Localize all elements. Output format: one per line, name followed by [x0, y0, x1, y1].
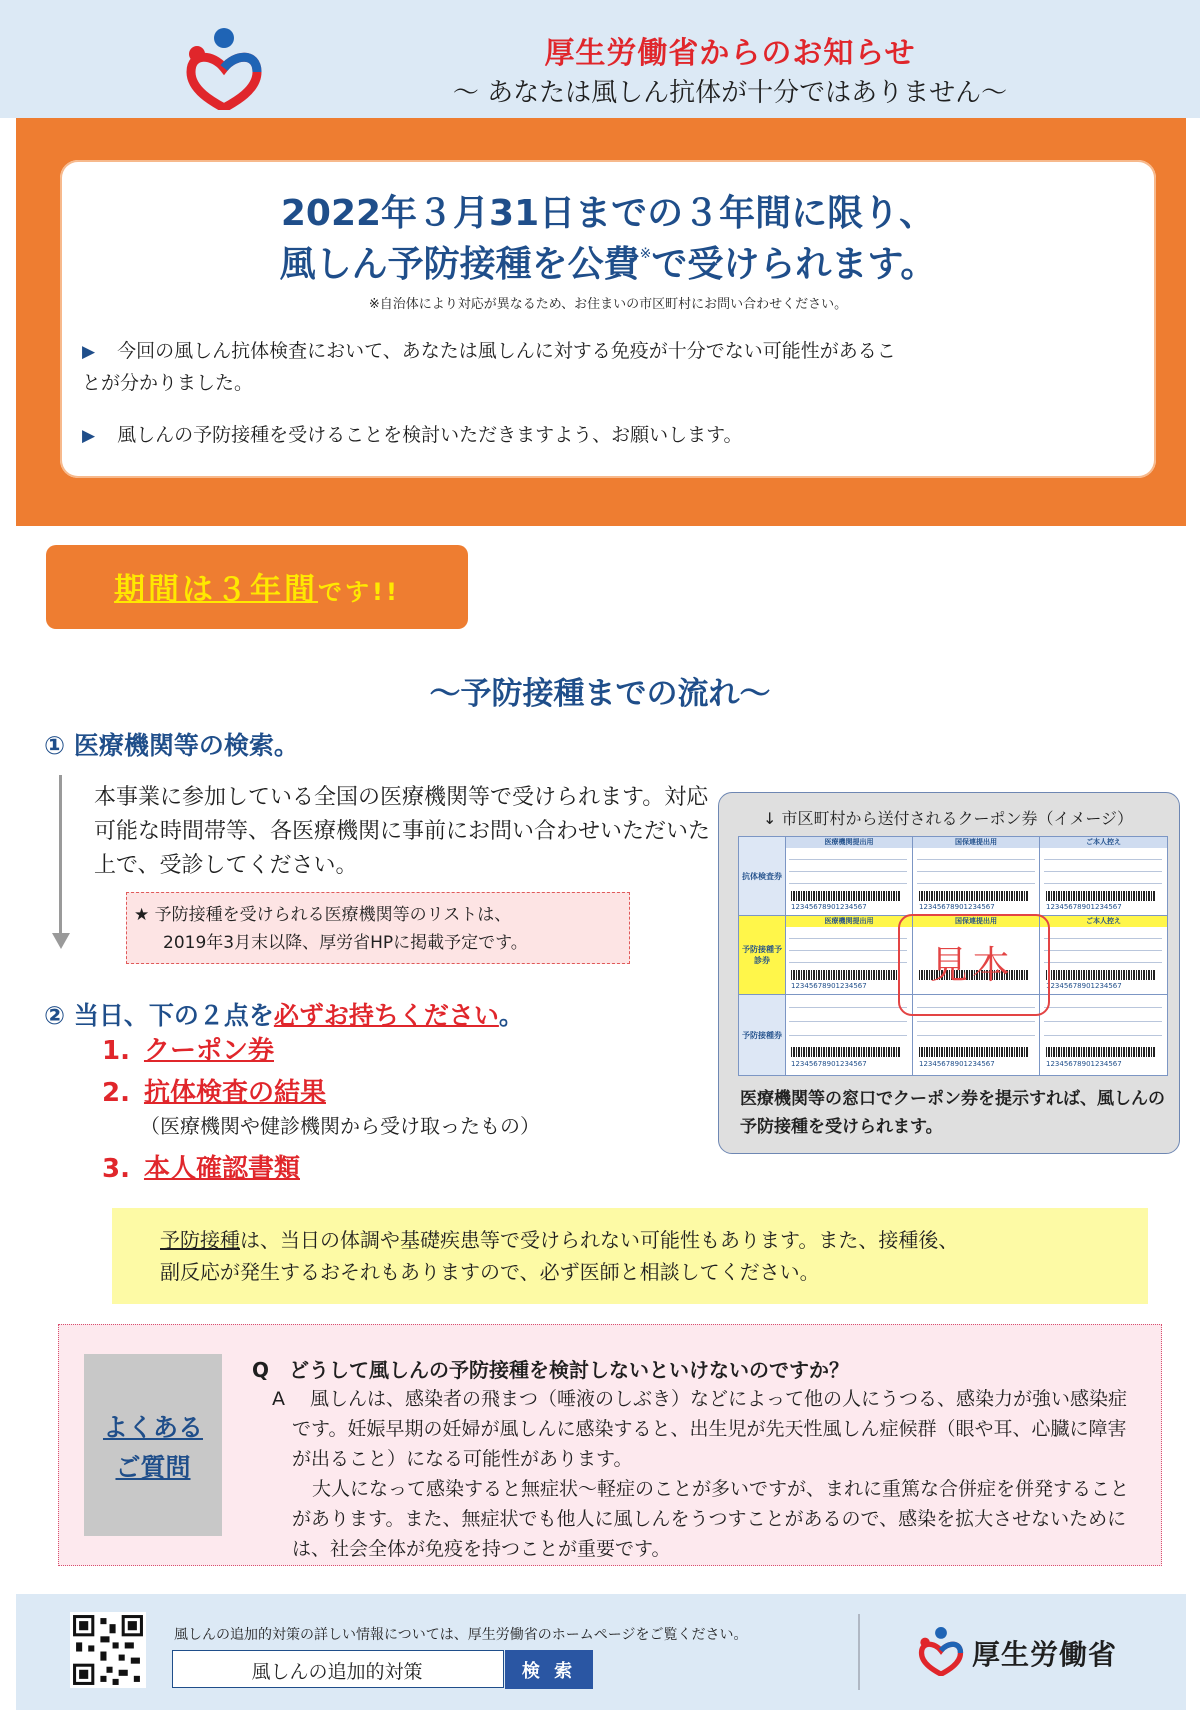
item-num: 3. [102, 1154, 130, 1184]
triangle-bullet-icon: ▶ [82, 342, 96, 362]
faq-answer-p2: 大人になって感染すると無症状～軽症のことが多いですが、まれに重篤な合併症を併発することがあります。また、無症状でも他人に風しんをうつすことがあるので、感染を拡大させないためには、社会全体が免疫を持つことが重要です。 [292, 1478, 1130, 1560]
coupon-field-line [917, 883, 1035, 884]
barcode [791, 891, 901, 901]
coupon-field-line [1044, 938, 1162, 939]
triangle-bullet-icon: ▶ [82, 426, 96, 446]
sample-stamp-text: 見本 [929, 943, 1014, 987]
coupon-field-line [1044, 859, 1162, 860]
coupon-field-line [1044, 883, 1162, 884]
faq-side-label-1[interactable]: よくある [102, 1413, 203, 1442]
barcode [919, 1047, 1029, 1057]
down-arrow-head [52, 933, 70, 949]
headline-line2-a: 風しん予防接種を公費 [279, 244, 640, 285]
coupon-col-header: ご本人控え [1040, 837, 1167, 848]
headline-asterisk: ※ [639, 246, 652, 262]
period-text [46, 564, 468, 609]
faq-side-panel [84, 1354, 222, 1536]
coupon-col-header: ご本人控え [1040, 916, 1167, 927]
flow-title: ～予防接種までの流れ～ [429, 676, 771, 712]
coupon-field-line [917, 871, 1035, 872]
barcode [919, 891, 1029, 901]
coupon-col-header: 国保連提出用 [913, 837, 1039, 848]
step1-title: ① 医療機関等の検索。 [44, 731, 299, 760]
coupon-field-line [1044, 962, 1162, 963]
coupon-field-line [1044, 1007, 1162, 1008]
coupon-field-line [789, 1035, 907, 1036]
barcode-number: 12345678901234567 [791, 1060, 867, 1068]
barcode-number: 12345678901234567 [919, 1060, 995, 1068]
coupon-field-line [789, 938, 907, 939]
coupon-field-line [1044, 950, 1162, 951]
faq-answer-p1: A 風しんは、感染者の飛まつ（唾液のしぶき）などによって他の人にうつる、感染力が強い感染症です。妊娠早期の妊婦が風しんに感染すると、出生児が先天性風しん症候群（眼や耳、心臓に障害が出ること）になる可能性があります。 [272, 1388, 1128, 1470]
barcode-number: 12345678901234567 [1046, 982, 1122, 990]
period-suffix: です!! [318, 578, 400, 606]
item-num: 2. [102, 1078, 130, 1108]
coupon-field-line [789, 859, 907, 860]
coupon-field-line [789, 962, 907, 963]
item-num: 1. [102, 1036, 130, 1066]
faq-answer [272, 1384, 1142, 1564]
coupon-field-line [1044, 871, 1162, 872]
headline-line2-b: で受けられます。 [651, 244, 937, 285]
star-note-line2: 2019年3月末以降、厚労省HPに掲載予定です。 [163, 933, 528, 953]
barcode-number: 12345678901234567 [919, 903, 995, 911]
barcode [1046, 970, 1156, 980]
bullet-1-line1: 今回の風しん抗体検査において、あなたは風しんに対する免疫が十分でない可能性があるこ [117, 340, 896, 362]
barcode [791, 970, 901, 980]
bullet-2 [82, 420, 1122, 452]
bullet-2-text: 風しんの予防接種を受けることを検討いただきますよう、お願いします。 [117, 424, 743, 446]
item-text: 抗体検査の結果 [143, 1078, 326, 1108]
coupon-field-line [789, 950, 907, 951]
barcode [791, 1047, 901, 1057]
item-id-document [102, 1148, 300, 1185]
coupon-field-line [917, 859, 1035, 860]
coupon-col-header: 医療機関提出用 [786, 916, 912, 927]
bullet-1 [82, 336, 1122, 399]
header-subtitle: ～ あなたは風しん抗体が十分ではありません～ [452, 78, 1008, 108]
bullet-1-line2: とが分かりました。 [82, 372, 254, 394]
coupon-col-header: 医療機関提出用 [786, 837, 912, 848]
barcode-number: 12345678901234567 [1046, 903, 1122, 911]
footer-search-button-label[interactable]: 検 索 [521, 1661, 577, 1682]
header-title: 厚生労働省からのお知らせ [544, 36, 916, 71]
mhlw-logo-icon [918, 1624, 964, 1676]
step2-prefix: ② 当日、下の２点を [44, 1001, 274, 1030]
headline-line1: 2022年３月31日までの３年間に限り、 [280, 193, 936, 234]
caution-lead: 予防接種 [160, 1228, 240, 1252]
barcode-number: 12345678901234567 [791, 903, 867, 911]
mhlw-logo-icon [185, 24, 263, 110]
item-text: クーポン券 [143, 1036, 274, 1066]
step1-body: 本事業に参加している全国の医療機関等で受けられます。対応可能な時間帯等、各医療機関に事前にお問い合わせいただいた上で、受診してください。 [94, 785, 711, 878]
coupon-field-line [1044, 1021, 1162, 1022]
footer-search-value[interactable]: 風しんの追加的対策 [251, 1661, 423, 1683]
item-antibody-result [102, 1072, 326, 1109]
star-note-line1: ★ 予防接種を受けられる医療機関等のリストは、 [134, 905, 512, 925]
step2-title [44, 996, 524, 1032]
step2-emphasis: 必ずお持ちください [273, 1001, 499, 1030]
footer-org-name: 厚生労働省 [972, 1638, 1118, 1671]
coupon-field-line [789, 1021, 907, 1022]
period-main: 期間は３年間 [114, 572, 319, 608]
down-arrow-icon [59, 775, 62, 933]
coupon-col-header: 国保連提出用 [913, 916, 1039, 927]
coupon-caption: ↓ 市区町村から送付されるクーポン券（イメージ） [762, 809, 1133, 828]
barcode-number: 12345678901234567 [791, 982, 867, 990]
qr-code-icon[interactable] [70, 1612, 146, 1688]
barcode [1046, 1047, 1156, 1057]
coupon-field-line [917, 1035, 1035, 1036]
coupon-row-label: 抗体検査券 [739, 837, 786, 915]
footer-info: 風しんの追加的対策の詳しい情報については、厚生労働省のホームページをご覧ください。 [174, 1627, 748, 1643]
footer-divider [858, 1614, 860, 1690]
coupon-field-line [1044, 1035, 1162, 1036]
coupon-field-line [917, 1021, 1035, 1022]
caution-line2: 副反応が発生するおそれもありますので、必ず医師と相談してください。 [160, 1260, 820, 1284]
item-coupon [102, 1030, 274, 1067]
faq-question: Q どうして風しんの予防接種を検討しないといけないのですか？ [252, 1358, 850, 1382]
barcode-number: 12345678901234567 [1046, 1060, 1122, 1068]
headline-line2 [60, 236, 1156, 287]
faq-side-label-2[interactable]: ご質問 [115, 1453, 191, 1482]
caution-text [160, 1224, 1120, 1288]
coupon-row-label: 予防接種予診券 [739, 916, 786, 994]
step2-suffix: 。 [498, 1001, 524, 1030]
barcode [1046, 891, 1156, 901]
headline-note: ※自治体により対応が異なるため、お住まいの市区町村にお問い合わせください。 [368, 297, 848, 312]
coupon-field-line [789, 1007, 907, 1008]
item2-note: （医療機関や健診機関から受け取ったもの） [140, 1114, 540, 1138]
coupon-field-line [789, 871, 907, 872]
coupon-field-line [789, 883, 907, 884]
caution-line1: は、当日の体調や基礎疾患等で受けられない可能性もあります。また、接種後、 [240, 1228, 959, 1252]
item-text: 本人確認書類 [143, 1154, 300, 1184]
coupon-row-label: 予防接種券 [739, 995, 786, 1075]
coupon-footer: 医療機関等の窓口でクーポン券を提示すれば、風しんの予防接種を受けられます。 [740, 1089, 1165, 1137]
